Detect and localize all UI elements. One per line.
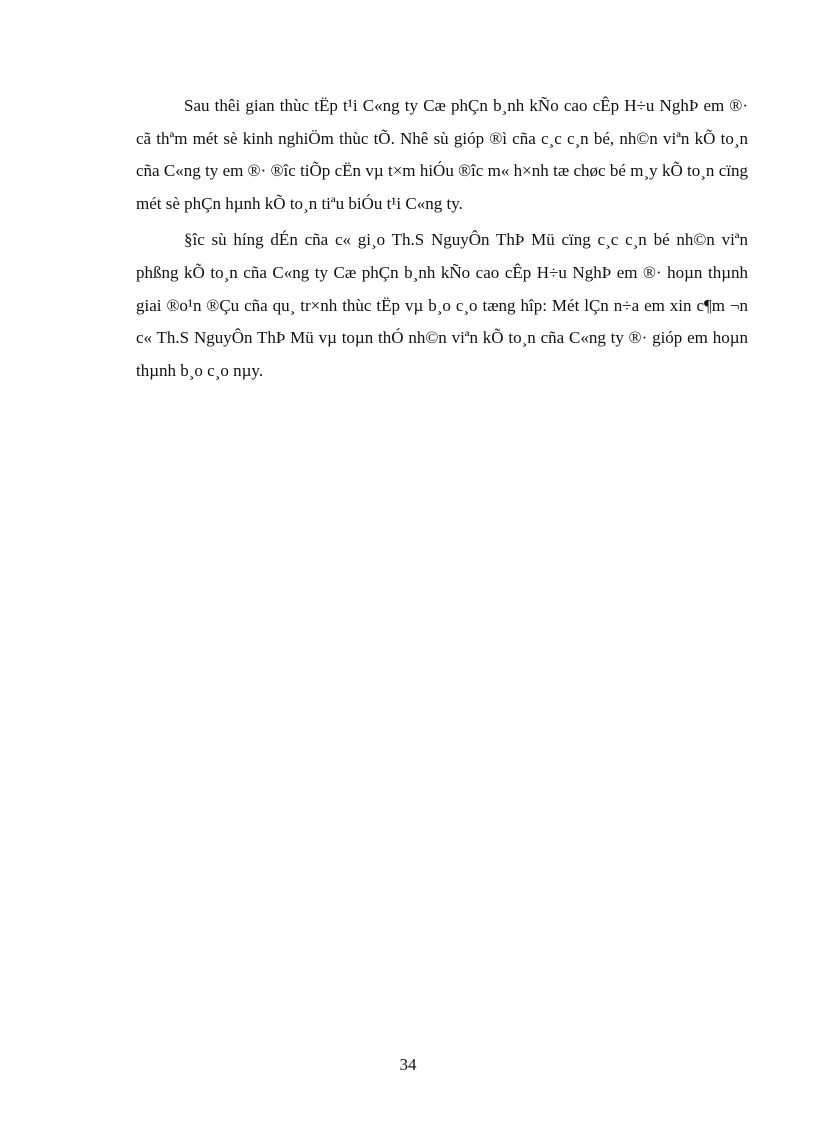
body-text (136, 90, 748, 387)
paragraph-acknowledgement: §îc sù híng dÉn cña c« gi¸o Th.S NguyÔn ThÞ Mü cïng c¸c c¸n bé nh©n viªn phßng kÕ to¸n cña C«ng ty Cæ phÇn b¸nh kÑo cao cÊp H÷u NghÞ em ®· hoµn thµnh giai ®o¹n ®Çu cña qu¸ tr×nh thùc tËp vµ b¸o c¸o tæng hîp: Mét lÇn n÷a em xin c¶m ¬n c« Th.S NguyÔn ThÞ Mü vµ toµn thÓ nh©n viªn kÕ to¸n cña C«ng ty ®· gióp em hoµn thµnh b¸o c¸o nµy. (136, 230, 748, 380)
page-number: 34 (399, 1055, 417, 1074)
paragraph-internship-experience: Sau thêi gian thùc tËp t¹i C«ng ty Cæ phÇn b¸nh kÑo cao cÊp H÷u NghÞ em ®· cã thªm mét sè kinh nghiÖm thùc tÕ. Nhê sù gióp ®ì cña c¸c c¸n bé, nh©n viªn kÕ to¸n cña C«ng ty em ®· ®îc tiÕp cËn vµ t×m hiÓu ®îc m« h×nh tæ chøc bé m¸y kÕ to¸n cïng mét sè phÇn hµnh kÕ to¸n tiªu biÓu t¹i C«ng ty. (136, 96, 748, 213)
